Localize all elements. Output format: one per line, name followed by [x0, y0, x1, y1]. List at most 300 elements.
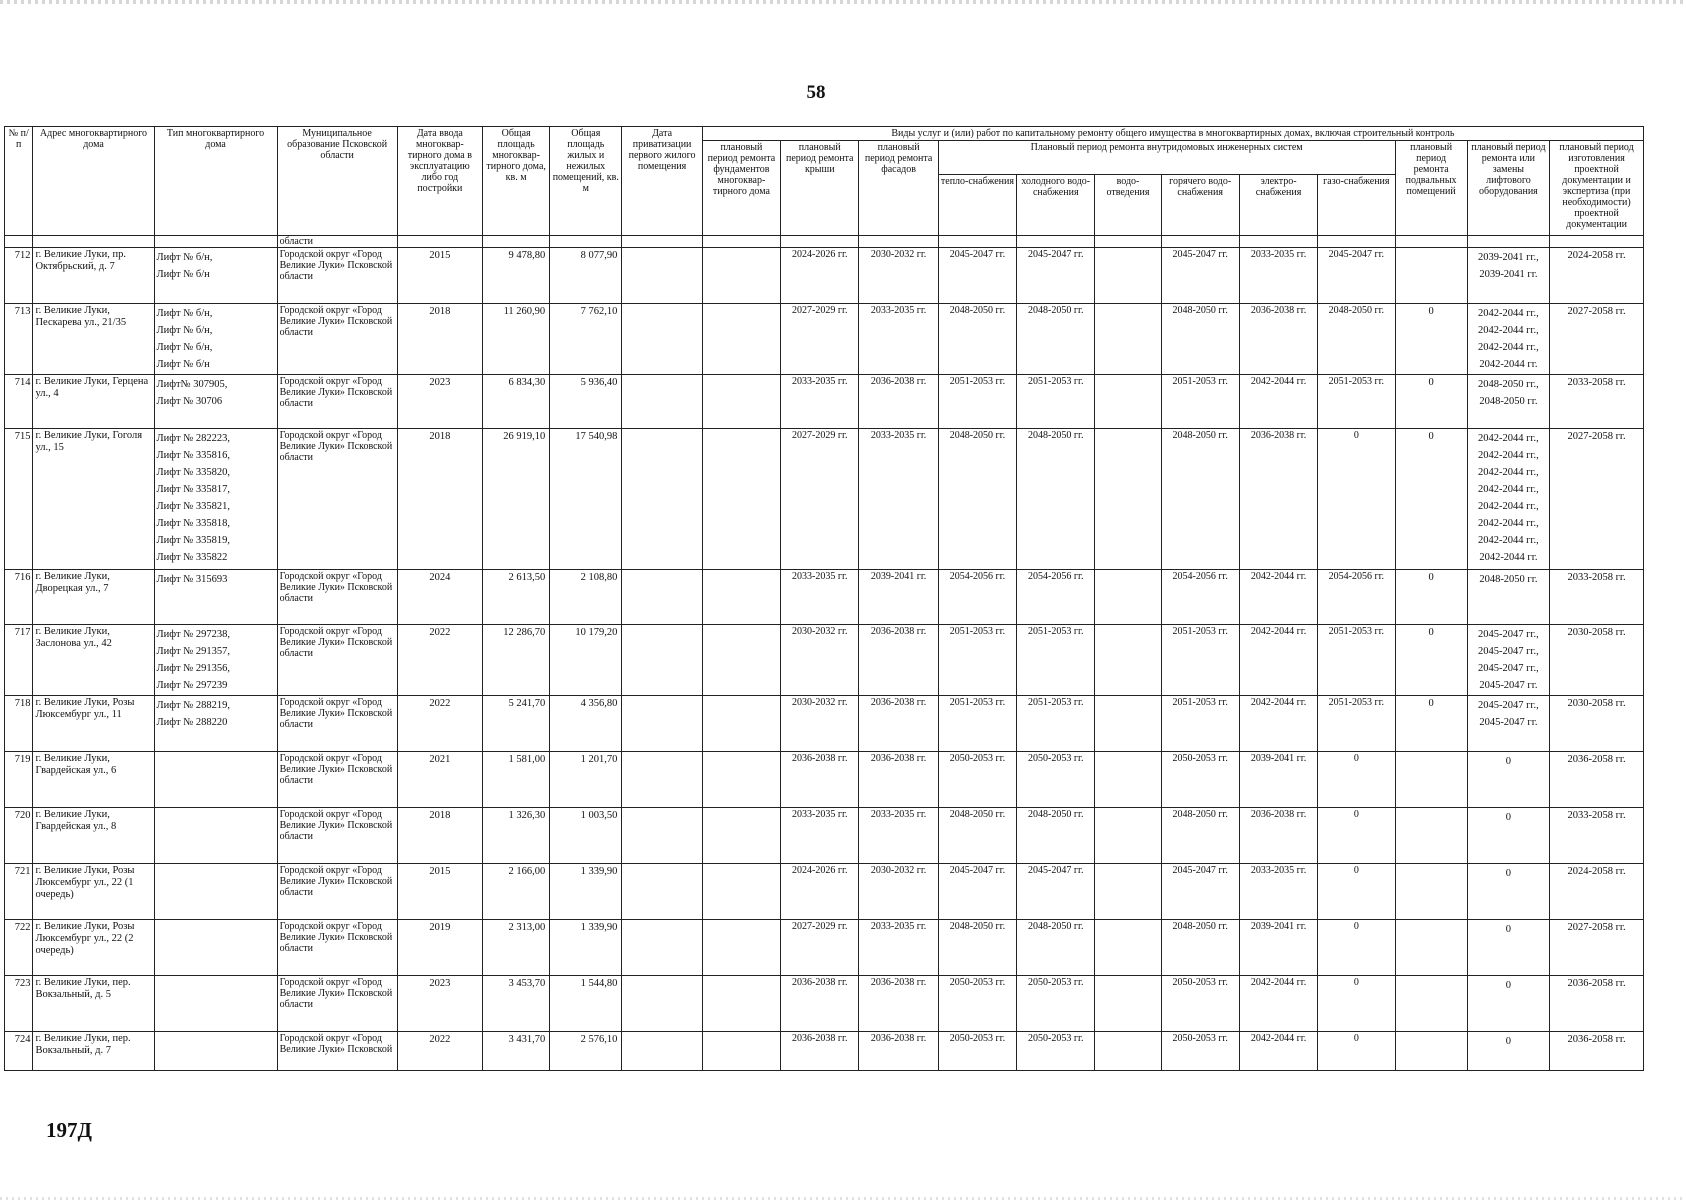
hot-water-period: 2048-2050 гг. [1161, 808, 1239, 864]
municipality-cell: Городской округ «Город Великие Луки» Псковской области [277, 976, 397, 1032]
address-cell: г. Великие Луки, Гоголя ул., 15 [33, 429, 154, 570]
table-row [5, 570, 1644, 625]
electric-period: 2036-2038 гг. [1239, 429, 1317, 570]
header-commission-date: Дата ввода многоквар-тирного дома в эксплуатацию либо год постройки [397, 127, 482, 236]
scan-edge-top [0, 0, 1686, 4]
cold-water-period: 2050-2053 гг. [1017, 976, 1095, 1032]
hot-water-period: 2048-2050 гг. [1161, 920, 1239, 976]
foundation-period [702, 864, 780, 920]
foundation-period [702, 248, 780, 304]
basement-period: 0 [1395, 304, 1467, 375]
basement-period [1395, 752, 1467, 808]
total-area-cell: 2 166,00 [483, 864, 550, 920]
cold-water-period: 2050-2053 гг. [1017, 752, 1095, 808]
elevator-period-item: 2045-2047 гг., [1478, 663, 1539, 674]
elevator-period-item: 2042-2044 гг., [1478, 484, 1539, 495]
electric-period: 2033-2035 гг. [1239, 248, 1317, 304]
elevator-period [1467, 304, 1549, 375]
electric-period: 2042-2044 гг. [1239, 570, 1317, 625]
row-number: 719 [5, 752, 33, 808]
cold-water-period: 2050-2053 гг. [1017, 1032, 1095, 1071]
roof-period: 2033-2035 гг. [781, 808, 859, 864]
lift-list [154, 752, 277, 808]
living-area-cell: 2 576,10 [550, 1032, 622, 1071]
header-living-area: Общая площадь жилых и нежилых помещений, кв. м [550, 127, 622, 236]
cold-water-period: 2051-2053 гг. [1017, 696, 1095, 752]
roof-period: 2033-2035 гг. [781, 570, 859, 625]
foundation-period [702, 304, 780, 375]
address-cell: г. Великие Луки, Герцена ул., 4 [33, 375, 154, 429]
electric-period: 2042-2044 гг. [1239, 696, 1317, 752]
municipality-cell: Городской округ «Город Великие Луки» Псковской области [277, 752, 397, 808]
lift-list [154, 248, 277, 304]
row-number: 712 [5, 248, 33, 304]
basement-period: 0 [1395, 696, 1467, 752]
elevator-period [1467, 752, 1549, 808]
foundation-period [702, 920, 780, 976]
elevator-period-item: 2042-2044 гг., [1478, 501, 1539, 512]
privatization-cell [622, 429, 702, 570]
roof-period: 2030-2032 гг. [781, 625, 859, 696]
lift-list [154, 920, 277, 976]
header-cold-water: холодного водо-снабжения [1017, 175, 1095, 236]
commission-year: 2022 [397, 696, 482, 752]
lift-list [154, 625, 277, 696]
living-area-cell: 1 339,90 [550, 920, 622, 976]
table-row [5, 1032, 1644, 1071]
lift-list-item: Лифт № 315693 [156, 574, 228, 585]
privatization-cell [622, 808, 702, 864]
table-row [5, 752, 1644, 808]
elevator-period-item: 2042-2044 гг., [1478, 325, 1539, 336]
elevator-period [1467, 976, 1549, 1032]
hot-water-period: 2050-2053 гг. [1161, 1032, 1239, 1071]
cold-water-period: 2045-2047 гг. [1017, 248, 1095, 304]
lift-list-item: Лифт № б/н [156, 359, 210, 370]
foundation-period [702, 570, 780, 625]
elevator-period [1467, 920, 1549, 976]
heat-period: 2048-2050 гг. [938, 304, 1016, 375]
facade-period: 2036-2038 гг. [859, 1032, 938, 1071]
row-number: 718 [5, 696, 33, 752]
facade-period: 2039-2041 гг. [859, 570, 938, 625]
municipality-cell: Городской округ «Город Великие Луки» Псковской области [277, 304, 397, 375]
cold-water-period: 2054-2056 гг. [1017, 570, 1095, 625]
hot-water-period: 2054-2056 гг. [1161, 570, 1239, 625]
living-area-cell: 4 356,80 [550, 696, 622, 752]
address-cell: г. Великие Луки, пер. Вокзальный, д. 7 [33, 1032, 154, 1071]
hot-water-period: 2048-2050 гг. [1161, 429, 1239, 570]
basement-period [1395, 920, 1467, 976]
heat-period: 2050-2053 гг. [938, 1032, 1016, 1071]
roof-period: 2036-2038 гг. [781, 1032, 859, 1071]
commission-year: 2023 [397, 976, 482, 1032]
cold-water-period: 2048-2050 гг. [1017, 808, 1095, 864]
basement-period: 0 [1395, 570, 1467, 625]
basement-period [1395, 1032, 1467, 1071]
living-area-cell: 5 936,40 [550, 375, 622, 429]
table-row [5, 808, 1644, 864]
row-number: 715 [5, 429, 33, 570]
basement-period [1395, 976, 1467, 1032]
header-elevator: плановый период ремонта или замены лифтового оборудования [1467, 141, 1549, 236]
elevator-period-item: 0 [1505, 812, 1512, 823]
hot-water-period: 2050-2053 гг. [1161, 752, 1239, 808]
gas-period: 2051-2053 гг. [1318, 625, 1395, 696]
roof-period: 2033-2035 гг. [781, 375, 859, 429]
facade-period: 2033-2035 гг. [859, 429, 938, 570]
facade-period: 2030-2032 гг. [859, 248, 938, 304]
elevator-period-item: 2042-2044 гг., [1478, 467, 1539, 478]
address-cell: г. Великие Луки, Гвардейская ул., 8 [33, 808, 154, 864]
elevator-period-item: 2048-2050 гг. [1479, 574, 1538, 585]
commission-year: 2023 [397, 375, 482, 429]
roof-period: 2027-2029 гг. [781, 304, 859, 375]
hot-water-period: 2051-2053 гг. [1161, 625, 1239, 696]
drainage-period [1095, 976, 1161, 1032]
facade-period: 2036-2038 гг. [859, 976, 938, 1032]
total-area-cell: 2 313,00 [483, 920, 550, 976]
living-area-cell: 1 201,70 [550, 752, 622, 808]
lift-list-item: Лифт № 335822 [156, 552, 228, 563]
lift-list [154, 570, 277, 625]
design-period: 2033-2058 гг. [1550, 808, 1644, 864]
lift-list [154, 1032, 277, 1071]
elevator-period [1467, 864, 1549, 920]
facade-period: 2036-2038 гг. [859, 752, 938, 808]
header-electric: электро-снабжения [1239, 175, 1317, 236]
lift-list-item: Лифт № 291357, [156, 646, 231, 657]
lift-list-item: Лифт № 335816, [156, 450, 231, 461]
row-number: 723 [5, 976, 33, 1032]
hot-water-period: 2045-2047 гг. [1161, 248, 1239, 304]
total-area-cell: 3 431,70 [483, 1032, 550, 1071]
table-row [5, 375, 1644, 429]
privatization-cell [622, 976, 702, 1032]
municipality-cell: Городской округ «Город Великие Луки» Псковской области [277, 864, 397, 920]
lift-list-item: Лифт№ 307905, [156, 379, 228, 390]
lift-list-item: Лифт № б/н, [156, 308, 213, 319]
heat-period: 2054-2056 гг. [938, 570, 1016, 625]
total-area-cell: 11 260,90 [483, 304, 550, 375]
basement-period [1395, 864, 1467, 920]
electric-period: 2033-2035 гг. [1239, 864, 1317, 920]
facade-period: 2030-2032 гг. [859, 864, 938, 920]
privatization-cell [622, 375, 702, 429]
roof-period: 2036-2038 гг. [781, 976, 859, 1032]
header-type: Тип многоквартирного дома [154, 127, 277, 236]
commission-year: 2015 [397, 248, 482, 304]
privatization-cell [622, 696, 702, 752]
footer-code: 197Д [46, 1118, 92, 1142]
repair-schedule-table-wrapper [4, 126, 1644, 1071]
electric-period: 2042-2044 гг. [1239, 976, 1317, 1032]
foundation-period [702, 375, 780, 429]
living-area-cell: 7 762,10 [550, 304, 622, 375]
header-hot-water: горячего водо-снабжения [1161, 175, 1239, 236]
elevator-period-item: 2045-2047 гг., [1478, 646, 1539, 657]
elevator-period-item: 0 [1505, 756, 1512, 767]
lift-list [154, 429, 277, 570]
header-privatization: Дата приватизации первого жилого помещения [622, 127, 702, 236]
address-cell: г. Великие Луки, Дворецкая ул., 7 [33, 570, 154, 625]
address-cell: г. Великие Луки, Пескарева ул., 21/35 [33, 304, 154, 375]
municipality-cell: Городской округ «Город Великие Луки» Псковской области [277, 375, 397, 429]
living-area-cell: 1 003,50 [550, 808, 622, 864]
gas-period: 0 [1318, 808, 1395, 864]
table-row [5, 248, 1644, 304]
table-row [5, 976, 1644, 1032]
table-row [5, 920, 1644, 976]
elevator-period-item: 2042-2044 гг. [1479, 359, 1538, 370]
row-number: 713 [5, 304, 33, 375]
heat-period: 2051-2053 гг. [938, 696, 1016, 752]
foundation-period [702, 625, 780, 696]
foundation-period [702, 696, 780, 752]
elevator-period [1467, 625, 1549, 696]
table-row [5, 864, 1644, 920]
header-total-area: Общая площадь многоквар-тирного дома, кв. м [483, 127, 550, 236]
facade-period: 2033-2035 гг. [859, 808, 938, 864]
row-number: 714 [5, 375, 33, 429]
drainage-period [1095, 696, 1161, 752]
roof-period: 2030-2032 гг. [781, 696, 859, 752]
lift-list-item: Лифт № б/н, [156, 342, 213, 353]
commission-year: 2018 [397, 808, 482, 864]
design-period: 2024-2058 гг. [1550, 864, 1644, 920]
row-number: 716 [5, 570, 33, 625]
basement-period [1395, 248, 1467, 304]
gas-period: 0 [1318, 920, 1395, 976]
design-period: 2024-2058 гг. [1550, 248, 1644, 304]
municipality-cell: Городской округ «Город Великие Луки» Псковской области [277, 808, 397, 864]
municipality-cell: Городской округ «Город Великие Луки» Псковской области [277, 625, 397, 696]
elevator-period-item: 2045-2047 гг. [1479, 680, 1538, 691]
drainage-period [1095, 864, 1161, 920]
facade-period: 2036-2038 гг. [859, 625, 938, 696]
lift-list [154, 976, 277, 1032]
elevator-period-item: 2042-2044 гг. [1479, 552, 1538, 563]
living-area-cell: 1 544,80 [550, 976, 622, 1032]
privatization-cell [622, 1032, 702, 1071]
hot-water-period: 2050-2053 гг. [1161, 976, 1239, 1032]
lift-list-item: Лифт № 335821, [156, 501, 231, 512]
address-cell: г. Великие Луки, Розы Люксембург ул., 22 (2 очередь) [33, 920, 154, 976]
address-cell: г. Великие Луки, Розы Люксембург ул., 11 [33, 696, 154, 752]
header-drainage: водо-отведения [1095, 175, 1161, 236]
heat-period: 2051-2053 гг. [938, 375, 1016, 429]
header-heat: тепло-снабжения [938, 175, 1016, 236]
row-number: 721 [5, 864, 33, 920]
lift-list-item: Лифт № 282223, [156, 433, 231, 444]
drainage-period [1095, 248, 1161, 304]
lift-list-item: Лифт № 297238, [156, 629, 231, 640]
design-period: 2027-2058 гг. [1550, 429, 1644, 570]
design-period: 2030-2058 гг. [1550, 625, 1644, 696]
total-area-cell: 1 581,00 [483, 752, 550, 808]
lift-list [154, 808, 277, 864]
basement-period: 0 [1395, 375, 1467, 429]
commission-year: 2018 [397, 429, 482, 570]
elevator-period [1467, 808, 1549, 864]
commission-year: 2024 [397, 570, 482, 625]
elevator-period-item: 0 [1505, 1036, 1512, 1047]
table-row [5, 304, 1644, 375]
heat-period: 2045-2047 гг. [938, 864, 1016, 920]
elevator-period-item: 2042-2044 гг., [1478, 342, 1539, 353]
heat-period: 2051-2053 гг. [938, 625, 1016, 696]
living-area-cell: 2 108,80 [550, 570, 622, 625]
elevator-period-item: 2042-2044 гг., [1478, 450, 1539, 461]
elevator-period-item: 2042-2044 гг., [1478, 433, 1539, 444]
elevator-period-item: 0 [1505, 924, 1512, 935]
gas-period: 2054-2056 гг. [1318, 570, 1395, 625]
privatization-cell [622, 570, 702, 625]
elevator-period [1467, 429, 1549, 570]
electric-period: 2042-2044 гг. [1239, 625, 1317, 696]
facade-period: 2036-2038 гг. [859, 696, 938, 752]
municipality-cell: Городской округ «Город Великие Луки» Псковской области [277, 570, 397, 625]
facade-period: 2033-2035 гг. [859, 304, 938, 375]
privatization-cell [622, 248, 702, 304]
lift-list-item: Лифт № б/н, [156, 252, 213, 263]
header-num: № п/п [5, 127, 33, 236]
page-number: 58 [806, 82, 826, 103]
hot-water-period: 2048-2050 гг. [1161, 304, 1239, 375]
address-cell: г. Великие Луки, пр. Октябрьский, д. 7 [33, 248, 154, 304]
drainage-period [1095, 625, 1161, 696]
heat-period: 2048-2050 гг. [938, 429, 1016, 570]
gas-period: 2051-2053 гг. [1318, 375, 1395, 429]
heat-period: 2050-2053 гг. [938, 976, 1016, 1032]
roof-period: 2027-2029 гг. [781, 429, 859, 570]
cold-water-period: 2048-2050 гг. [1017, 920, 1095, 976]
roof-period: 2027-2029 гг. [781, 920, 859, 976]
header-gas: газо-снабжения [1318, 175, 1395, 236]
address-cell: г. Великие Луки, Розы Люксембург ул., 22 (1 очередь) [33, 864, 154, 920]
hot-water-period: 2045-2047 гг. [1161, 864, 1239, 920]
address-cell: г. Великие Луки, пер. Вокзальный, д. 5 [33, 976, 154, 1032]
gas-period: 2048-2050 гг. [1318, 304, 1395, 375]
lift-list-item: Лифт № 335819, [156, 535, 231, 546]
elevator-period-item: 2045-2047 гг., [1478, 629, 1539, 640]
foundation-period [702, 752, 780, 808]
design-period: 2027-2058 гг. [1550, 920, 1644, 976]
continuation-text: области [277, 236, 397, 248]
foundation-period [702, 429, 780, 570]
basement-period [1395, 808, 1467, 864]
hot-water-period: 2051-2053 гг. [1161, 696, 1239, 752]
lift-list-item: Лифт № 288220 [156, 717, 228, 728]
living-area-cell: 10 179,20 [550, 625, 622, 696]
lift-list-item: Лифт № 335818, [156, 518, 231, 529]
header-works-group: Виды услуг и (или) работ по капитальному ремонту общего имущества в многоквартирных домах, включая строительный контроль [702, 127, 1643, 141]
heat-period: 2050-2053 гг. [938, 752, 1016, 808]
header-design: плановый период изготовления проектной документации и экспертиза (при необходимости) проектной документации [1550, 141, 1644, 236]
foundation-period [702, 1032, 780, 1071]
living-area-cell: 17 540,98 [550, 429, 622, 570]
header-foundation: плановый период ремонта фундаментов многоквар-тирного дома [702, 141, 780, 236]
privatization-cell [622, 752, 702, 808]
heat-period: 2048-2050 гг. [938, 808, 1016, 864]
elevator-period [1467, 375, 1549, 429]
table-body [5, 236, 1644, 1071]
facade-period: 2036-2038 гг. [859, 375, 938, 429]
privatization-cell [622, 920, 702, 976]
commission-year: 2022 [397, 1032, 482, 1071]
drainage-period [1095, 304, 1161, 375]
gas-period: 0 [1318, 752, 1395, 808]
total-area-cell: 2 613,50 [483, 570, 550, 625]
cold-water-period: 2045-2047 гг. [1017, 864, 1095, 920]
address-cell: г. Великие Луки, Заслонова ул., 42 [33, 625, 154, 696]
total-area-cell: 26 919,10 [483, 429, 550, 570]
lift-list-item: Лифт № 335820, [156, 467, 231, 478]
elevator-period-item: 2042-2044 гг., [1478, 518, 1539, 529]
living-area-cell: 1 339,90 [550, 864, 622, 920]
header-basement: плановый период ремонта подвальных помещений [1395, 141, 1467, 236]
municipality-cell: Городской округ «Город Великие Луки» Псковской области [277, 429, 397, 570]
elevator-period-item: 0 [1505, 980, 1512, 991]
elevator-period-item: 2045-2047 гг., [1478, 700, 1539, 711]
elevator-period [1467, 1032, 1549, 1071]
gas-period: 0 [1318, 976, 1395, 1032]
lift-list-item: Лифт № 297239 [156, 680, 228, 691]
gas-period: 0 [1318, 429, 1395, 570]
gas-period: 2045-2047 гг. [1318, 248, 1395, 304]
design-period: 2036-2058 гг. [1550, 1032, 1644, 1071]
lift-list [154, 375, 277, 429]
row-number: 724 [5, 1032, 33, 1071]
address-cell: г. Великие Луки, Гвардейская ул., 6 [33, 752, 154, 808]
commission-year: 2018 [397, 304, 482, 375]
commission-year: 2019 [397, 920, 482, 976]
drainage-period [1095, 920, 1161, 976]
drainage-period [1095, 375, 1161, 429]
total-area-cell: 9 478,80 [483, 248, 550, 304]
electric-period: 2042-2044 гг. [1239, 375, 1317, 429]
design-period: 2036-2058 гг. [1550, 976, 1644, 1032]
design-period: 2036-2058 гг. [1550, 752, 1644, 808]
header-municipality: Муниципальное образование Псковской области [277, 127, 397, 236]
electric-period: 2039-2041 гг. [1239, 920, 1317, 976]
elevator-period-item: 0 [1505, 868, 1512, 879]
elevator-period-item: 2039-2041 гг., [1478, 252, 1539, 263]
lift-list-item: Лифт № б/н, [156, 325, 213, 336]
foundation-period [702, 808, 780, 864]
basement-period: 0 [1395, 625, 1467, 696]
cold-water-period: 2048-2050 гг. [1017, 304, 1095, 375]
lift-list-item: Лифт № 30706 [156, 396, 223, 407]
total-area-cell: 5 241,70 [483, 696, 550, 752]
table-row [5, 696, 1644, 752]
electric-period: 2036-2038 гг. [1239, 304, 1317, 375]
privatization-cell [622, 304, 702, 375]
cold-water-period: 2051-2053 гг. [1017, 625, 1095, 696]
commission-year: 2015 [397, 864, 482, 920]
design-period: 2033-2058 гг. [1550, 570, 1644, 625]
drainage-period [1095, 1032, 1161, 1071]
design-period: 2030-2058 гг. [1550, 696, 1644, 752]
basement-period: 0 [1395, 429, 1467, 570]
total-area-cell: 1 326,30 [483, 808, 550, 864]
total-area-cell: 6 834,30 [483, 375, 550, 429]
continuation-row [5, 236, 1644, 248]
row-number: 720 [5, 808, 33, 864]
drainage-period [1095, 429, 1161, 570]
commission-year: 2021 [397, 752, 482, 808]
elevator-period-item: 2039-2041 гг. [1479, 269, 1538, 280]
